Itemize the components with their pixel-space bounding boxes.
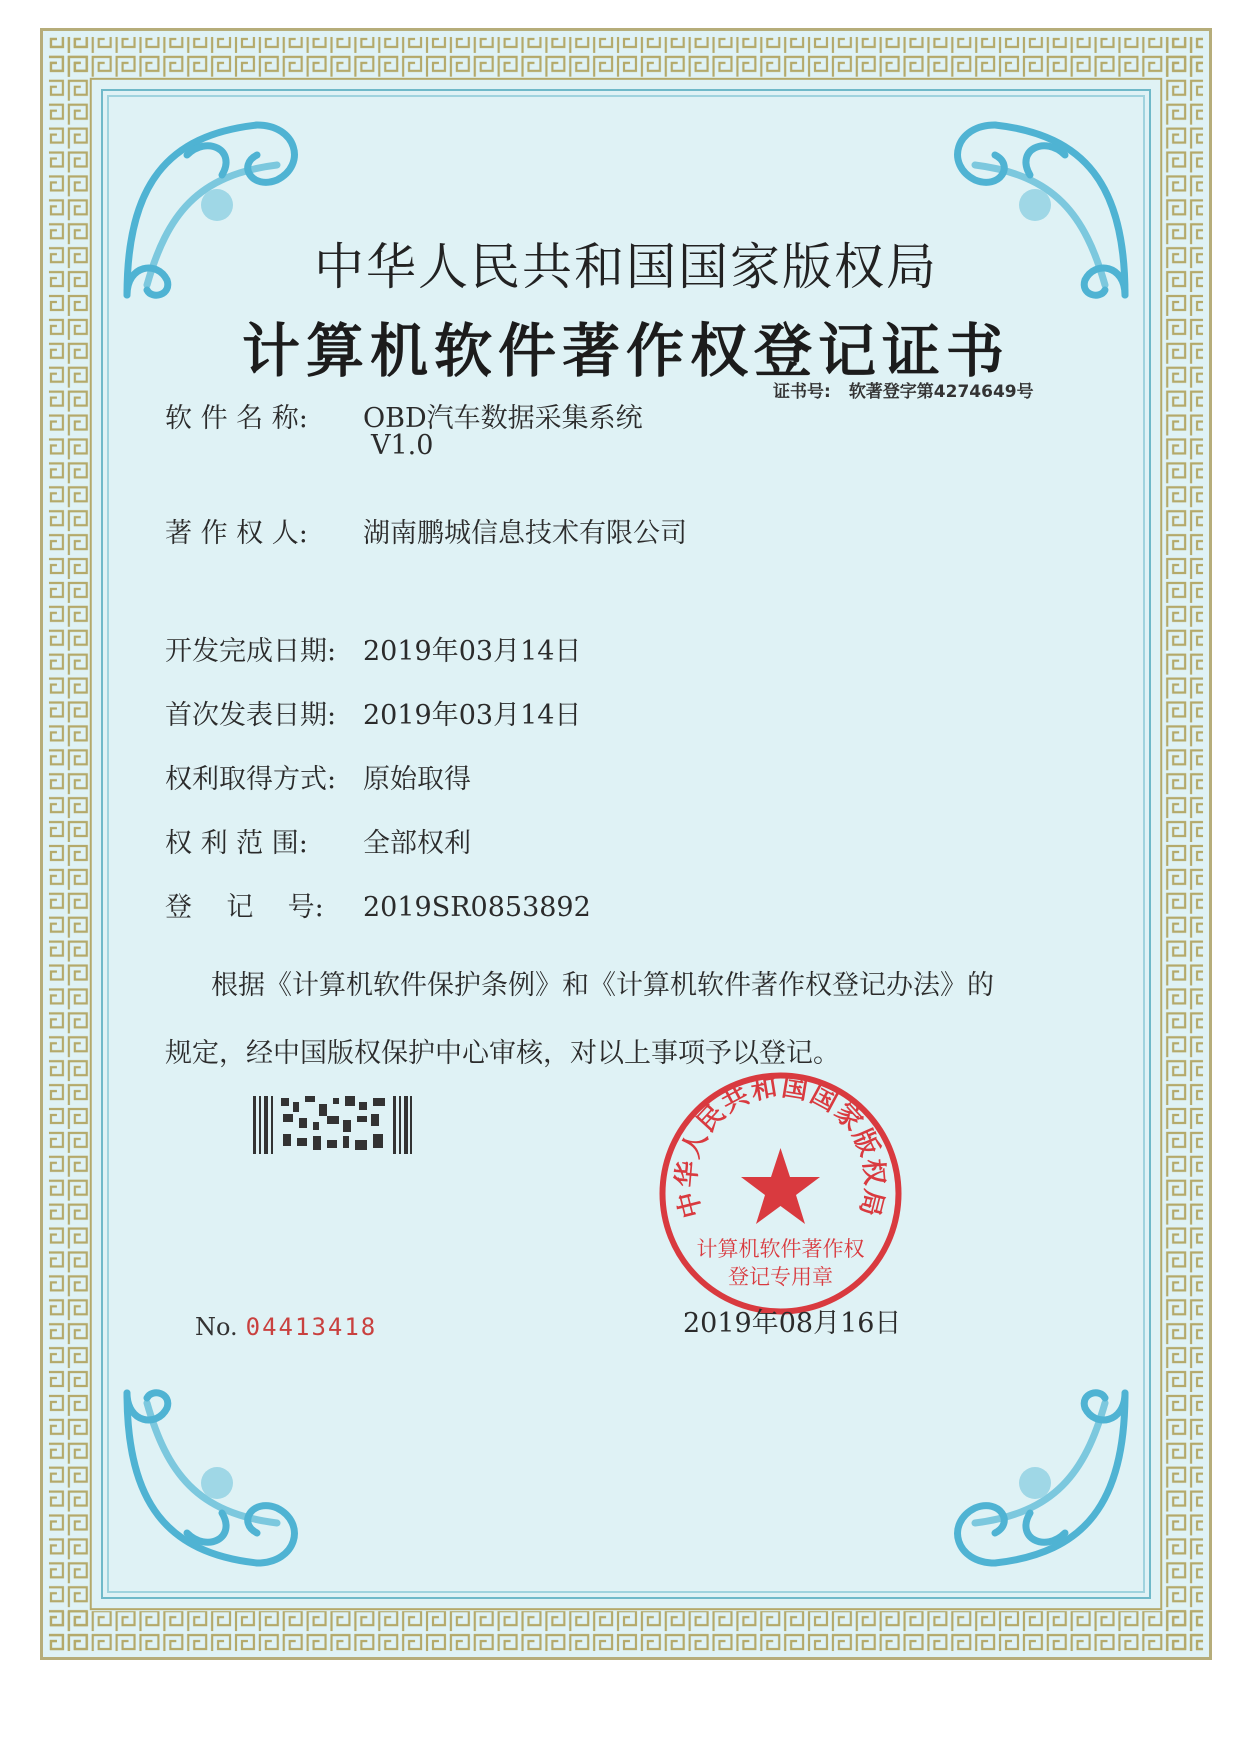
software-version-value: V1.0 [371,430,434,461]
issuer-heading: 中华人民共和国国家版权局 [314,238,938,296]
reg-no-label: 登 记 号: [165,892,324,923]
barcode [253,1096,413,1154]
software-name-label: 软 件 名 称: [165,403,308,434]
corner-ornament-bottom-left [107,1373,327,1593]
reg-no-value: 2019SR0853892 [363,892,591,923]
acquire-label: 权利取得方式: [165,764,337,795]
certificate-number-label: 证书号: [773,382,831,402]
owner-label: 著 作 权 人: [165,518,308,549]
certificate [40,28,1212,1660]
field-pub-date [165,693,581,732]
scope-value: 全部权利 [363,828,471,859]
seal-outer-text: 中华人民共和国国家版权局 [671,1072,890,1221]
corner-ornament-bottom-right [925,1373,1145,1593]
seal-inner-line-2: 登记专用章 [728,1265,833,1289]
scope-label: 权 利 范 围: [165,828,308,859]
pub-date-label: 首次发表日期: [165,700,337,731]
field-acquire [165,757,471,796]
seal-inner-line-1: 计算机软件著作权 [696,1237,865,1261]
field-owner [165,511,687,550]
serial-label: No. [195,1313,238,1341]
dev-date-value: 2019年03月14日 [363,636,582,667]
owner-value: 湖南鹏城信息技术有限公司 [363,518,687,549]
field-reg-no [165,885,591,924]
acquire-value: 原始取得 [363,764,471,795]
serial-number [195,1313,377,1341]
certificate-number [773,377,1052,402]
software-name-value: OBD汽车数据采集系统 [363,403,643,434]
pub-date-value: 2019年03月14日 [363,700,582,731]
issue-date: 2019年08月16日 [683,1308,902,1339]
statement-line-1: 根据《计算机软件保护条例》和《计算机软件著作权登记办法》的 [211,970,994,1001]
field-scope [165,821,471,860]
certificate-title: 计算机软件著作权登记证书 [241,317,1010,385]
field-software-name [165,396,643,461]
dev-date-label: 开发完成日期: [165,636,337,667]
field-dev-date [165,629,581,668]
statement-line-2: 规定，经中国版权保护中心审核，对以上事项予以登记。 [165,1038,840,1069]
serial-value: 04413418 [245,1313,378,1341]
official-seal [653,1066,908,1321]
certificate-number-value: 软著登字第4274649号 [848,382,1034,402]
